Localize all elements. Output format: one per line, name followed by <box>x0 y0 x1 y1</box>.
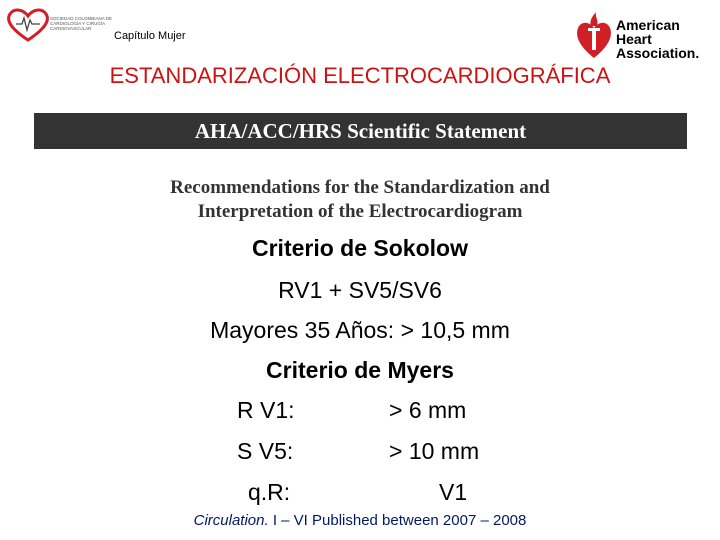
myers-row-label: S V5: <box>237 438 294 464</box>
myers-row-value: V1 <box>439 479 468 505</box>
aha-heart-torch-logo <box>575 10 613 60</box>
title-area <box>0 62 720 114</box>
citation-details: I – VI Published between 2007 – 2008 <box>268 512 527 529</box>
aha-word-1: American <box>616 17 680 33</box>
chapter-label: Capítulo Mujer <box>114 30 186 42</box>
article-title <box>90 176 630 224</box>
myers-row-value: > 10 mm <box>389 438 480 464</box>
myers-heading: Criterio de Myers <box>266 357 454 383</box>
myers-row-label: R V1: <box>237 397 295 423</box>
slide-title: ESTANDARIZACIÓN ELECTROCARDIOGRÁFICA <box>109 63 611 88</box>
banner-text: AHA/ACC/HRS Scientific Statement <box>194 119 527 143</box>
sokolow-threshold: Mayores 35 Años: > 10,5 mm <box>210 317 510 343</box>
myers-row-value: > 6 mm <box>389 397 467 423</box>
aha-word-3: Association. <box>616 45 700 61</box>
society-heart-logo <box>4 6 52 42</box>
sokolow-formula: RV1 + SV5/SV6 <box>278 277 442 303</box>
article-title-line1: Recommendations for the Standardization and <box>170 177 550 198</box>
article-title-line2: Interpretation of the Electrocardiogram <box>197 201 523 222</box>
citation-journal: Circulation. <box>193 512 269 529</box>
sokolow-heading: Criterio de Sokolow <box>252 235 468 261</box>
statement-banner <box>34 113 687 149</box>
society-name: SOCIEDAD COLOMBIANA DE CARDIOLOGÍA Y CIRUGÍA CARDIOVASCULAR <box>50 16 113 31</box>
citation <box>0 512 720 529</box>
aha-word-2: Heart <box>616 31 652 47</box>
myers-row-label: q.R: <box>248 479 291 505</box>
aha-wordmark <box>616 18 699 60</box>
